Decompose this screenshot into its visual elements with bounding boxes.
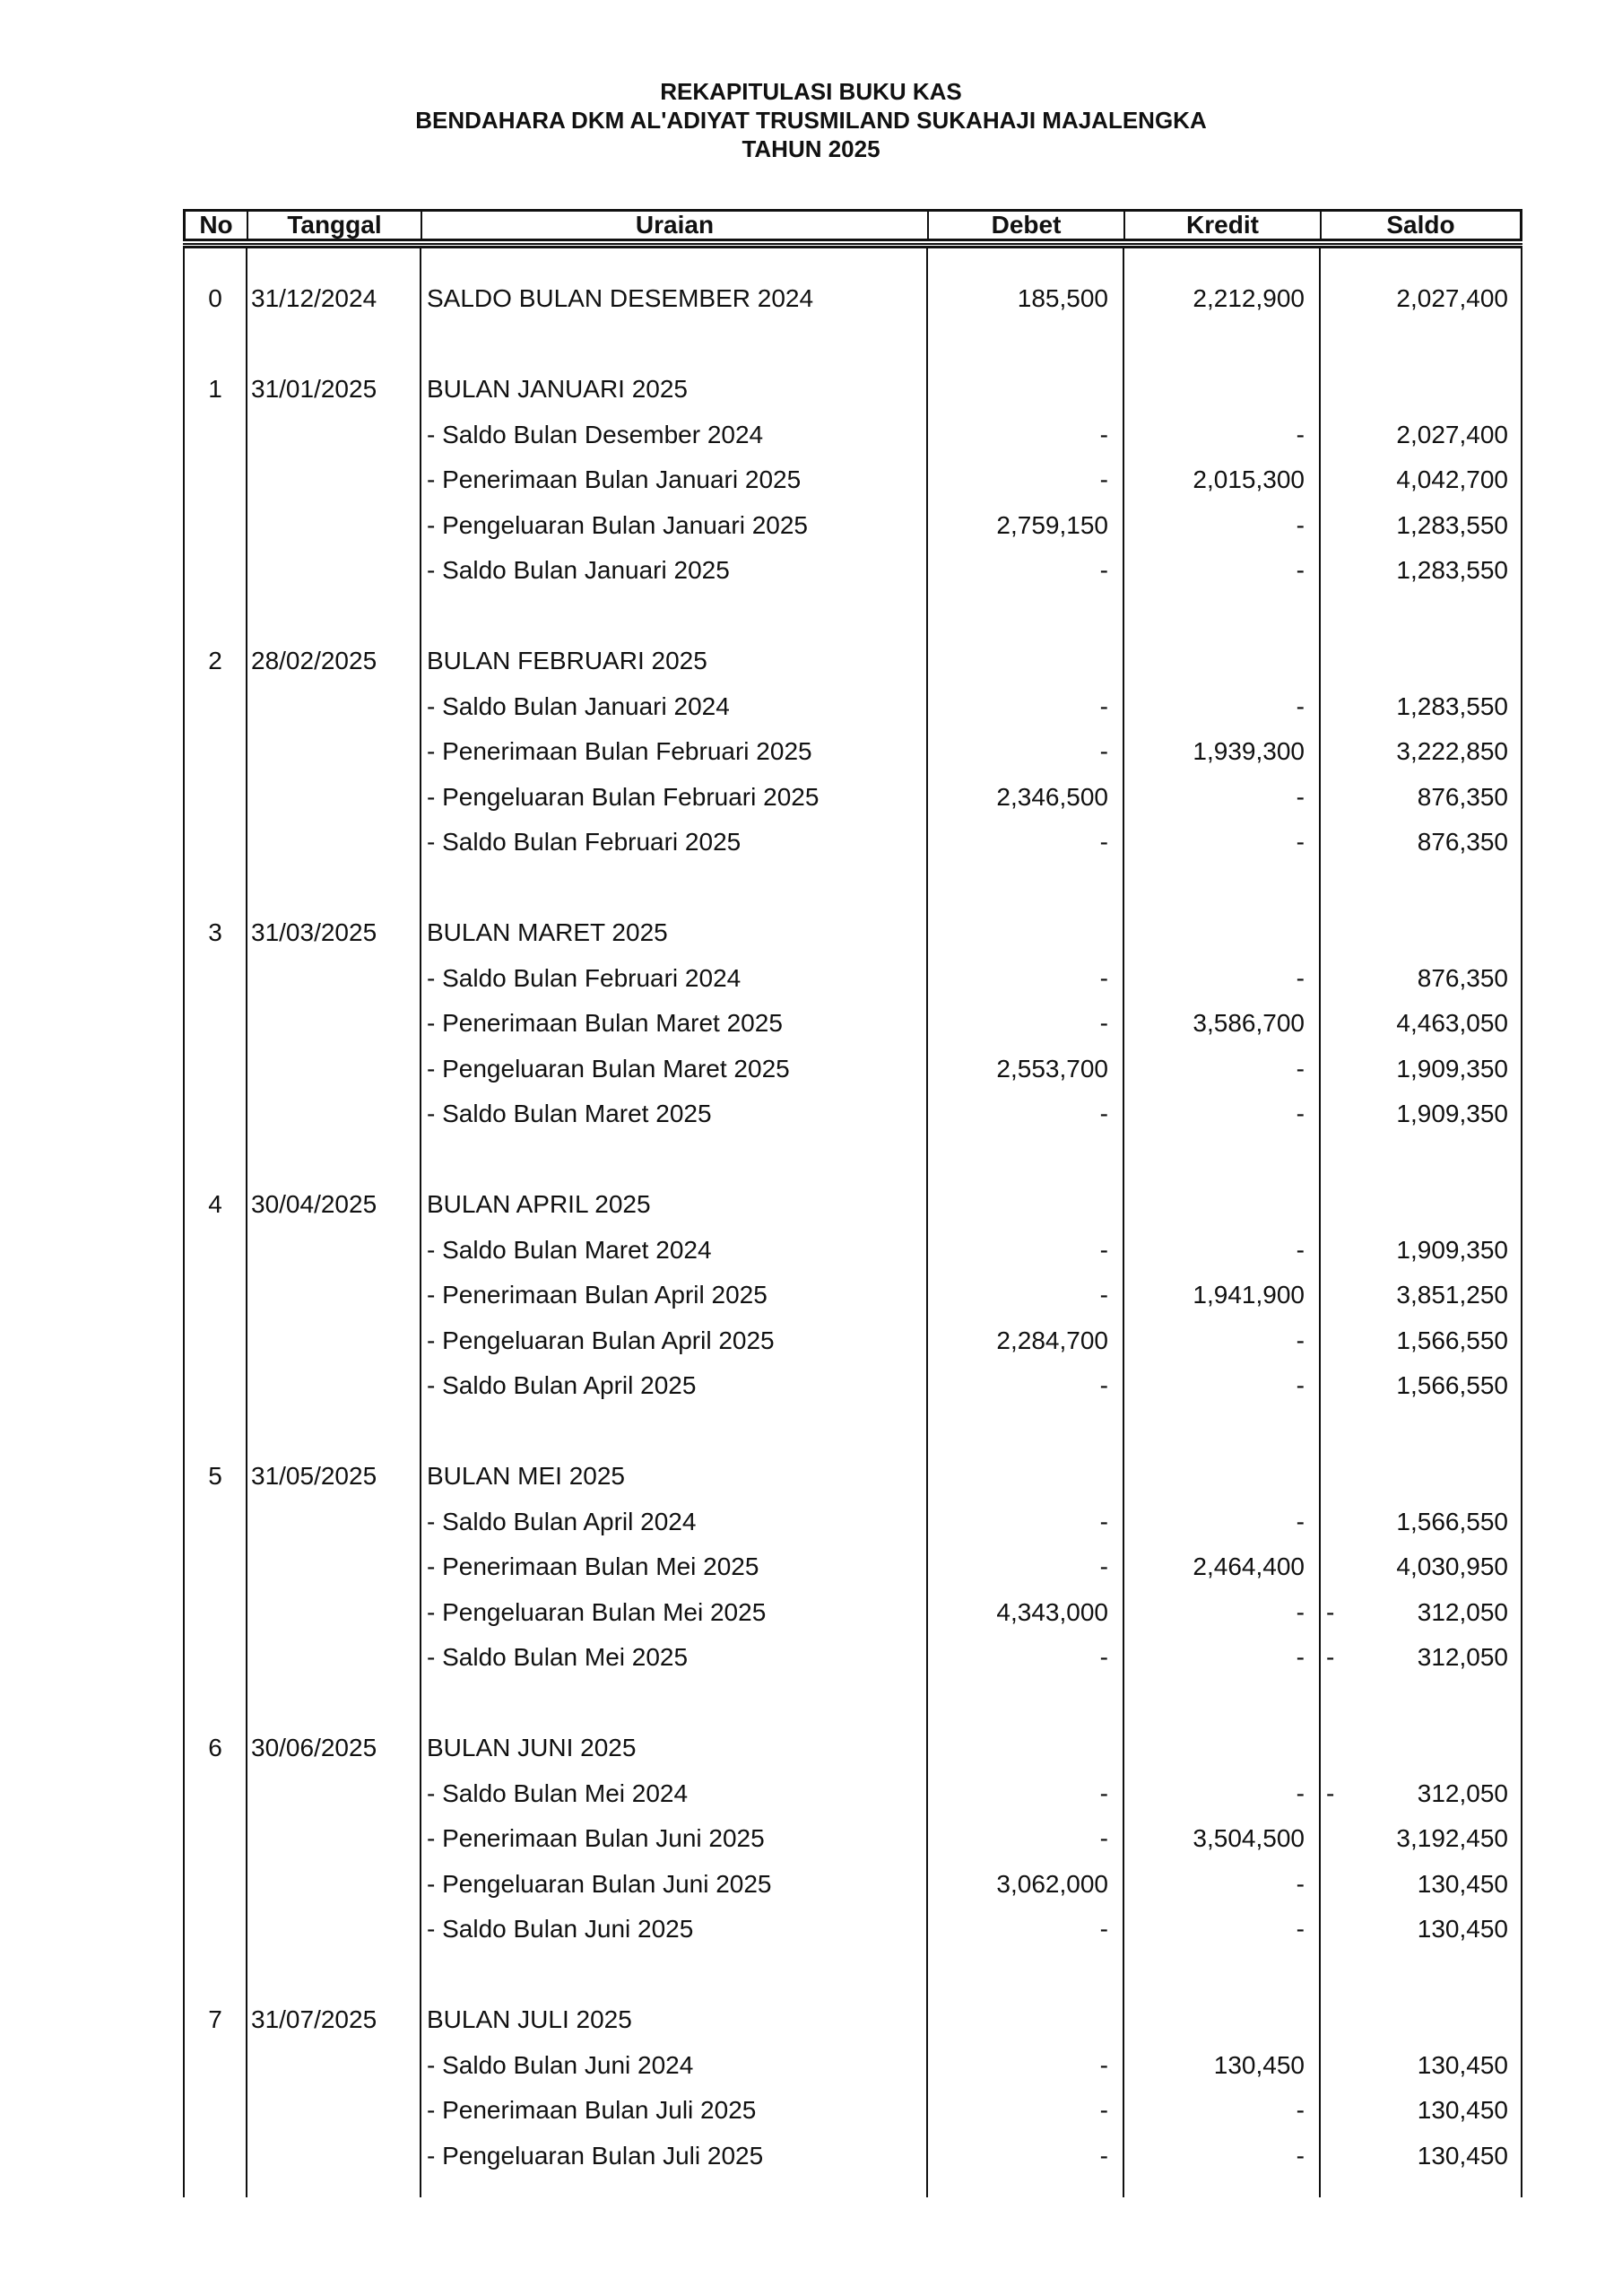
saldo-value: 876,350 — [1417, 782, 1508, 811]
cell-uraian: BULAN FEBRUARI 2025 — [427, 647, 707, 675]
cell-kredit: - — [1296, 1507, 1305, 1535]
cell-uraian: BULAN APRIL 2025 — [427, 1190, 651, 1219]
cell-debet: - — [1099, 1824, 1108, 1853]
cell-debet: - — [1099, 1371, 1108, 1400]
cell-debet: - — [1099, 2050, 1108, 2079]
saldo-value: 4,030,950 — [1396, 1552, 1508, 1581]
saldo-value: 2,027,400 — [1396, 420, 1508, 448]
cell-saldo — [1319, 692, 1521, 721]
cell-kredit: 3,586,700 — [1193, 1009, 1305, 1038]
ledger-rows — [185, 248, 1521, 2179]
cell-saldo — [1319, 1236, 1521, 1265]
cell-uraian: - Penerimaan Bulan Juli 2025 — [427, 2096, 757, 2125]
cell-uraian: SALDO BULAN DESEMBER 2024 — [427, 284, 814, 313]
header-uraian: Uraian — [422, 212, 929, 239]
cell-saldo — [1319, 1326, 1521, 1355]
table-row — [185, 1544, 1521, 1590]
table-row — [185, 729, 1521, 775]
cell-kredit: - — [1296, 1326, 1305, 1354]
cell-saldo — [1319, 737, 1521, 766]
cell-uraian: - Saldo Bulan Mei 2025 — [427, 1643, 689, 1672]
group-header-row — [185, 1997, 1521, 2043]
cell-uraian: BULAN MARET 2025 — [427, 918, 668, 947]
cell-debet: - — [1099, 737, 1108, 766]
title-line-1: REKAPITULASI BUKU KAS — [660, 78, 962, 105]
cell-debet: - — [1099, 1009, 1108, 1038]
saldo-value: 4,042,700 — [1396, 465, 1508, 494]
cell-kredit: - — [1296, 782, 1305, 811]
cell-uraian: - Pengeluaran Bulan April 2025 — [427, 1326, 775, 1354]
spacer-row — [185, 1952, 1521, 1998]
table-header — [183, 209, 1522, 241]
saldo-value: 3,851,250 — [1396, 1281, 1508, 1309]
saldo-value: 3,222,850 — [1396, 737, 1508, 766]
cell-saldo — [1319, 465, 1521, 494]
saldo-value: 312,050 — [1417, 1779, 1508, 1807]
cell-tanggal: 31/01/2025 — [251, 375, 377, 404]
group-header-row — [185, 910, 1521, 956]
cell-saldo — [1319, 1055, 1521, 1083]
cell-tanggal: 30/04/2025 — [251, 1190, 377, 1219]
cell-kredit: - — [1296, 691, 1305, 720]
table-row — [185, 548, 1521, 594]
cell-kredit: - — [1296, 1371, 1305, 1400]
spacer-row — [185, 1681, 1521, 1726]
cell-saldo — [1319, 2051, 1521, 2080]
cell-saldo — [1319, 1281, 1521, 1309]
cell-uraian: - Saldo Bulan Maret 2024 — [427, 1235, 712, 1264]
cell-saldo — [1319, 1598, 1521, 1627]
cell-uraian: - Pengeluaran Bulan Mei 2025 — [427, 1597, 767, 1626]
cell-uraian: - Saldo Bulan Maret 2025 — [427, 1100, 712, 1128]
cell-kredit: - — [1296, 1643, 1305, 1672]
saldo-value: 312,050 — [1417, 1643, 1508, 1672]
cell-debet: - — [1099, 1281, 1108, 1309]
cell-kredit: 2,015,300 — [1193, 465, 1305, 494]
cell-uraian: BULAN JUNI 2025 — [427, 1734, 637, 1762]
cell-uraian: - Saldo Bulan Januari 2024 — [427, 691, 730, 720]
cell-saldo — [1319, 783, 1521, 812]
table-row — [185, 1590, 1521, 1636]
saldo-value: 3,192,450 — [1396, 1824, 1508, 1853]
spacer-row — [185, 865, 1521, 911]
cell-debet: - — [1099, 963, 1108, 992]
cell-kredit: - — [1296, 828, 1305, 857]
group-header-row — [185, 1726, 1521, 1771]
saldo-value: 1,909,350 — [1396, 1100, 1508, 1128]
cell-kredit: - — [1296, 1100, 1305, 1128]
cell-debet: - — [1099, 2096, 1108, 2125]
cell-kredit: 2,212,900 — [1193, 284, 1305, 313]
cell-saldo — [1319, 1870, 1521, 1899]
saldo-value: 2,027,400 — [1396, 284, 1508, 313]
cell-debet: 2,759,150 — [996, 510, 1108, 539]
cell-no: 6 — [208, 1734, 222, 1762]
cell-uraian: - Saldo Bulan Februari 2024 — [427, 963, 742, 992]
table-row — [185, 413, 1521, 458]
table-row — [185, 2134, 1521, 2179]
table-row — [185, 1816, 1521, 1862]
cell-tanggal: 31/07/2025 — [251, 2005, 377, 2034]
cell-kredit: 3,504,500 — [1193, 1824, 1305, 1853]
cell-tanggal: 30/06/2025 — [251, 1734, 377, 1762]
cell-no: 0 — [208, 284, 222, 313]
table-row — [185, 775, 1521, 821]
cell-saldo — [1319, 1009, 1521, 1038]
cell-no: 5 — [208, 1462, 222, 1491]
cell-kredit: - — [1296, 420, 1305, 448]
header-saldo: Saldo — [1386, 211, 1455, 239]
cell-kredit: - — [1296, 556, 1305, 585]
cell-uraian: BULAN JULI 2025 — [427, 2005, 632, 2034]
cell-no: 3 — [208, 918, 222, 947]
cell-uraian: - Saldo Bulan Juni 2024 — [427, 2050, 694, 2079]
cell-kredit: - — [1296, 2141, 1305, 2170]
cell-saldo — [1319, 964, 1521, 993]
saldo-value: 130,450 — [1417, 2141, 1508, 2170]
group-header-row — [185, 367, 1521, 413]
cell-saldo — [1319, 1824, 1521, 1853]
report-title — [0, 77, 1622, 163]
cell-tanggal: 31/03/2025 — [251, 918, 377, 947]
cell-debet: 2,553,700 — [996, 1054, 1108, 1083]
cell-saldo — [1319, 1552, 1521, 1581]
cell-kredit: 130,450 — [1213, 2050, 1305, 2079]
cell-saldo — [1319, 1915, 1521, 1944]
table-row — [185, 1091, 1521, 1137]
cell-kredit: - — [1296, 2096, 1305, 2125]
cell-saldo — [1319, 556, 1521, 585]
cell-debet: 3,062,000 — [996, 1869, 1108, 1898]
saldo-value: 876,350 — [1417, 828, 1508, 857]
cell-uraian: - Penerimaan Bulan Maret 2025 — [427, 1009, 783, 1038]
cell-uraian: - Pengeluaran Bulan Januari 2025 — [427, 510, 808, 539]
cell-debet: - — [1099, 828, 1108, 857]
negative-sign: - — [1326, 1597, 1335, 1626]
cell-debet: 2,346,500 — [996, 782, 1108, 811]
cell-kredit: - — [1296, 1235, 1305, 1264]
header-tanggal: Tanggal — [248, 212, 422, 239]
cell-debet: 185,500 — [1017, 284, 1108, 313]
spacer-row — [185, 594, 1521, 639]
table-row — [185, 503, 1521, 549]
table-row — [185, 1500, 1521, 1545]
cell-uraian: - Penerimaan Bulan Januari 2025 — [427, 465, 802, 494]
table-row — [185, 457, 1521, 503]
table-row — [185, 1635, 1521, 1681]
saldo-value: 1,283,550 — [1396, 510, 1508, 539]
cell-uraian: - Saldo Bulan April 2025 — [427, 1371, 697, 1400]
cell-uraian: BULAN JANUARI 2025 — [427, 375, 689, 404]
cell-debet: - — [1099, 556, 1108, 585]
group-header-row — [185, 1182, 1521, 1228]
cell-kredit: 1,941,900 — [1193, 1281, 1305, 1309]
cell-debet: - — [1099, 2141, 1108, 2170]
title-line-2: BENDAHARA DKM AL'ADIYAT TRUSMILAND SUKAHAJI MAJALENGKA — [415, 107, 1207, 134]
spacer-row — [185, 1137, 1521, 1183]
cell-debet: - — [1099, 420, 1108, 448]
negative-sign: - — [1326, 1643, 1335, 1672]
header-debet: Debet — [929, 212, 1125, 239]
cell-tanggal: 31/12/2024 — [251, 284, 377, 313]
cell-kredit: - — [1296, 1597, 1305, 1626]
cell-uraian: - Pengeluaran Bulan Februari 2025 — [427, 782, 820, 811]
cell-no: 7 — [208, 2005, 222, 2034]
cell-debet: - — [1099, 1100, 1108, 1128]
saldo-value: 4,463,050 — [1396, 1009, 1508, 1038]
cell-debet: - — [1099, 1915, 1108, 1944]
saldo-value: 130,450 — [1417, 2096, 1508, 2125]
table-row — [185, 684, 1521, 730]
cell-no: 4 — [208, 1190, 222, 1219]
negative-sign: - — [1326, 1779, 1335, 1807]
saldo-value: 876,350 — [1417, 963, 1508, 992]
saldo-value: 1,566,550 — [1396, 1507, 1508, 1535]
table-row — [185, 1047, 1521, 1092]
cell-kredit: - — [1296, 963, 1305, 992]
saldo-value: 1,909,350 — [1396, 1235, 1508, 1264]
table-row — [185, 1273, 1521, 1318]
cell-uraian: - Saldo Bulan Januari 2025 — [427, 556, 730, 585]
cell-uraian: - Saldo Bulan Februari 2025 — [427, 828, 742, 857]
saldo-value: 130,450 — [1417, 1869, 1508, 1898]
cell-debet: - — [1099, 1552, 1108, 1581]
saldo-value: 130,450 — [1417, 2050, 1508, 2079]
cell-saldo — [1319, 1779, 1521, 1808]
cell-uraian: - Saldo Bulan April 2024 — [427, 1507, 697, 1535]
cell-saldo — [1319, 1371, 1521, 1400]
cell-uraian: - Saldo Bulan Mei 2024 — [427, 1779, 689, 1807]
cell-no: 2 — [208, 647, 222, 675]
cell-uraian: - Penerimaan Bulan Februari 2025 — [427, 737, 812, 766]
cell-debet: - — [1099, 691, 1108, 720]
cell-uraian: - Pengeluaran Bulan Juli 2025 — [427, 2141, 764, 2170]
group-header-row — [185, 639, 1521, 684]
cell-tanggal: 28/02/2025 — [251, 647, 377, 675]
cell-tanggal: 31/05/2025 — [251, 1462, 377, 1491]
cell-saldo — [1319, 828, 1521, 857]
table-row — [185, 1318, 1521, 1364]
group-header-row — [185, 1454, 1521, 1500]
spacer-row — [185, 1409, 1521, 1455]
cell-saldo — [1319, 2096, 1521, 2125]
cell-uraian: - Saldo Bulan Juni 2025 — [427, 1915, 694, 1944]
saldo-value: 312,050 — [1417, 1597, 1508, 1626]
group-header-row — [185, 276, 1521, 322]
saldo-value: 1,283,550 — [1396, 691, 1508, 720]
cell-debet: - — [1099, 1643, 1108, 1672]
cell-debet: 4,343,000 — [996, 1597, 1108, 1626]
cell-kredit: - — [1296, 1054, 1305, 1083]
cell-no: 1 — [208, 375, 222, 404]
header-kredit: Kredit — [1125, 212, 1322, 239]
cell-uraian: - Pengeluaran Bulan Juni 2025 — [427, 1869, 772, 1898]
saldo-value: 1,283,550 — [1396, 556, 1508, 585]
cell-saldo — [1319, 284, 1521, 313]
cell-saldo — [1319, 2142, 1521, 2170]
cell-debet: 2,284,700 — [996, 1326, 1108, 1354]
table-row — [185, 1907, 1521, 1952]
header-no: No — [186, 212, 248, 239]
table-row — [185, 1363, 1521, 1409]
saldo-value: 1,909,350 — [1396, 1054, 1508, 1083]
cell-saldo — [1319, 1643, 1521, 1672]
cell-uraian: - Penerimaan Bulan April 2025 — [427, 1281, 768, 1309]
cell-saldo — [1319, 421, 1521, 449]
cell-kredit: 1,939,300 — [1193, 737, 1305, 766]
ledger-table-body — [183, 246, 1522, 2197]
cell-uraian: - Penerimaan Bulan Juni 2025 — [427, 1824, 765, 1853]
table-row — [185, 1001, 1521, 1047]
cell-kredit: 2,464,400 — [1193, 1552, 1305, 1581]
cell-saldo — [1319, 511, 1521, 540]
table-row — [185, 1862, 1521, 1908]
cell-saldo — [1319, 1508, 1521, 1536]
title-line-3: TAHUN 2025 — [742, 135, 880, 162]
cell-uraian: - Pengeluaran Bulan Maret 2025 — [427, 1054, 790, 1083]
table-row — [185, 1228, 1521, 1274]
cell-kredit: - — [1296, 1779, 1305, 1807]
cell-saldo — [1319, 1100, 1521, 1128]
cell-kredit: - — [1296, 1869, 1305, 1898]
cell-debet: - — [1099, 465, 1108, 494]
table-row — [185, 820, 1521, 865]
table-row — [185, 2088, 1521, 2134]
cell-debet: - — [1099, 1235, 1108, 1264]
spacer-row — [185, 322, 1521, 368]
saldo-value: 130,450 — [1417, 1915, 1508, 1944]
cell-uraian: BULAN MEI 2025 — [427, 1462, 625, 1491]
saldo-value: 1,566,550 — [1396, 1326, 1508, 1354]
cell-debet: - — [1099, 1779, 1108, 1807]
cell-kredit: - — [1296, 1915, 1305, 1944]
saldo-value: 1,566,550 — [1396, 1371, 1508, 1400]
table-row — [185, 2043, 1521, 2089]
cell-kredit: - — [1296, 510, 1305, 539]
table-row — [185, 1771, 1521, 1817]
cell-debet: - — [1099, 1507, 1108, 1535]
cell-uraian: - Penerimaan Bulan Mei 2025 — [427, 1552, 759, 1581]
cell-uraian: - Saldo Bulan Desember 2024 — [427, 420, 764, 448]
table-row — [185, 956, 1521, 1002]
